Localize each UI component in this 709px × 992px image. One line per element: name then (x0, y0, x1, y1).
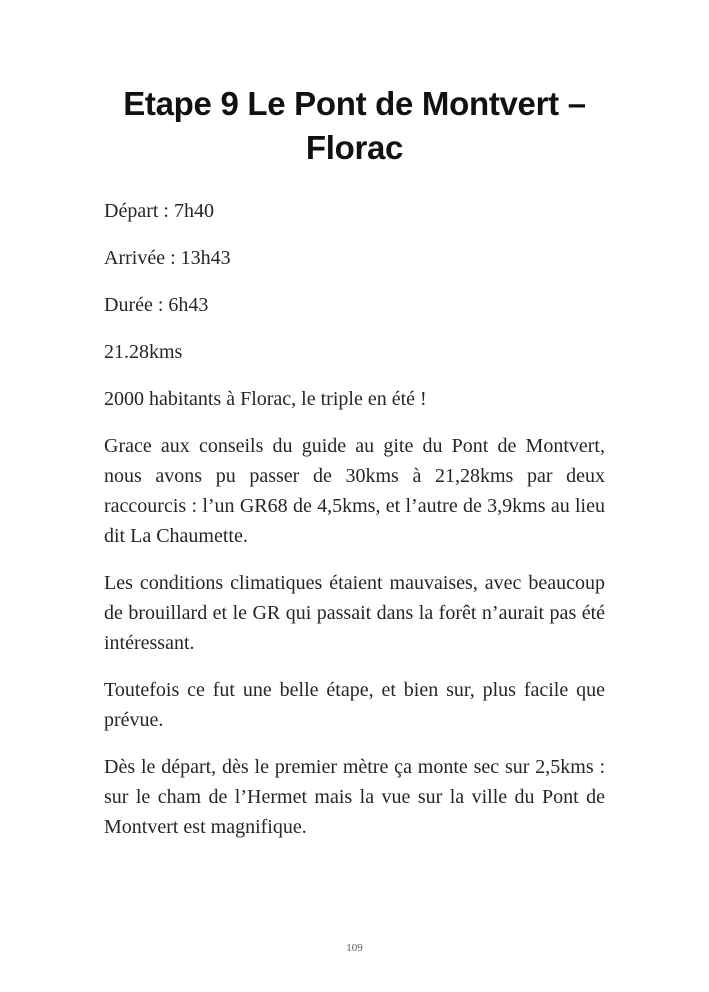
arrival-time: Arrivée : 13h43 (104, 247, 231, 269)
distance: 21.28kms (104, 341, 183, 363)
duration: Durée : 6h43 (104, 294, 209, 316)
departure-time: Départ : 7h40 (104, 200, 214, 222)
page-number: 109 (346, 942, 363, 954)
body-text (104, 196, 605, 859)
inhabitants-note: 2000 habitants à Florac, le triple en été ! (104, 388, 427, 410)
paragraph-stage: Toutefois ce fut une belle étape, et bien sur, plus facile que prévue. (104, 679, 605, 731)
page-title: Etape 9 Le Pont de Montvert – Florac (123, 85, 586, 166)
paragraph-shortcuts: Grace aux conseils du guide au gite du Pont de Montvert, nous avons pu passer de 30kms à 21,28kms par deux raccourcis : l’un GR68 de 4,5kms, et l’autre de 3,9kms au lieu dit La Chaumette. (104, 435, 605, 547)
paragraph-departure-climb: Dès le départ, dès le premier mètre ça monte sec sur 2,5kms : sur le cham de l’Hermet mais la vue sur la ville du Pont de Montvert est magnifique. (104, 756, 605, 838)
paragraph-weather: Les conditions climatiques étaient mauvaises, avec beaucoup de brouillard et le GR qui passait dans la forêt n’aurait pas été intéressant. (104, 572, 605, 654)
